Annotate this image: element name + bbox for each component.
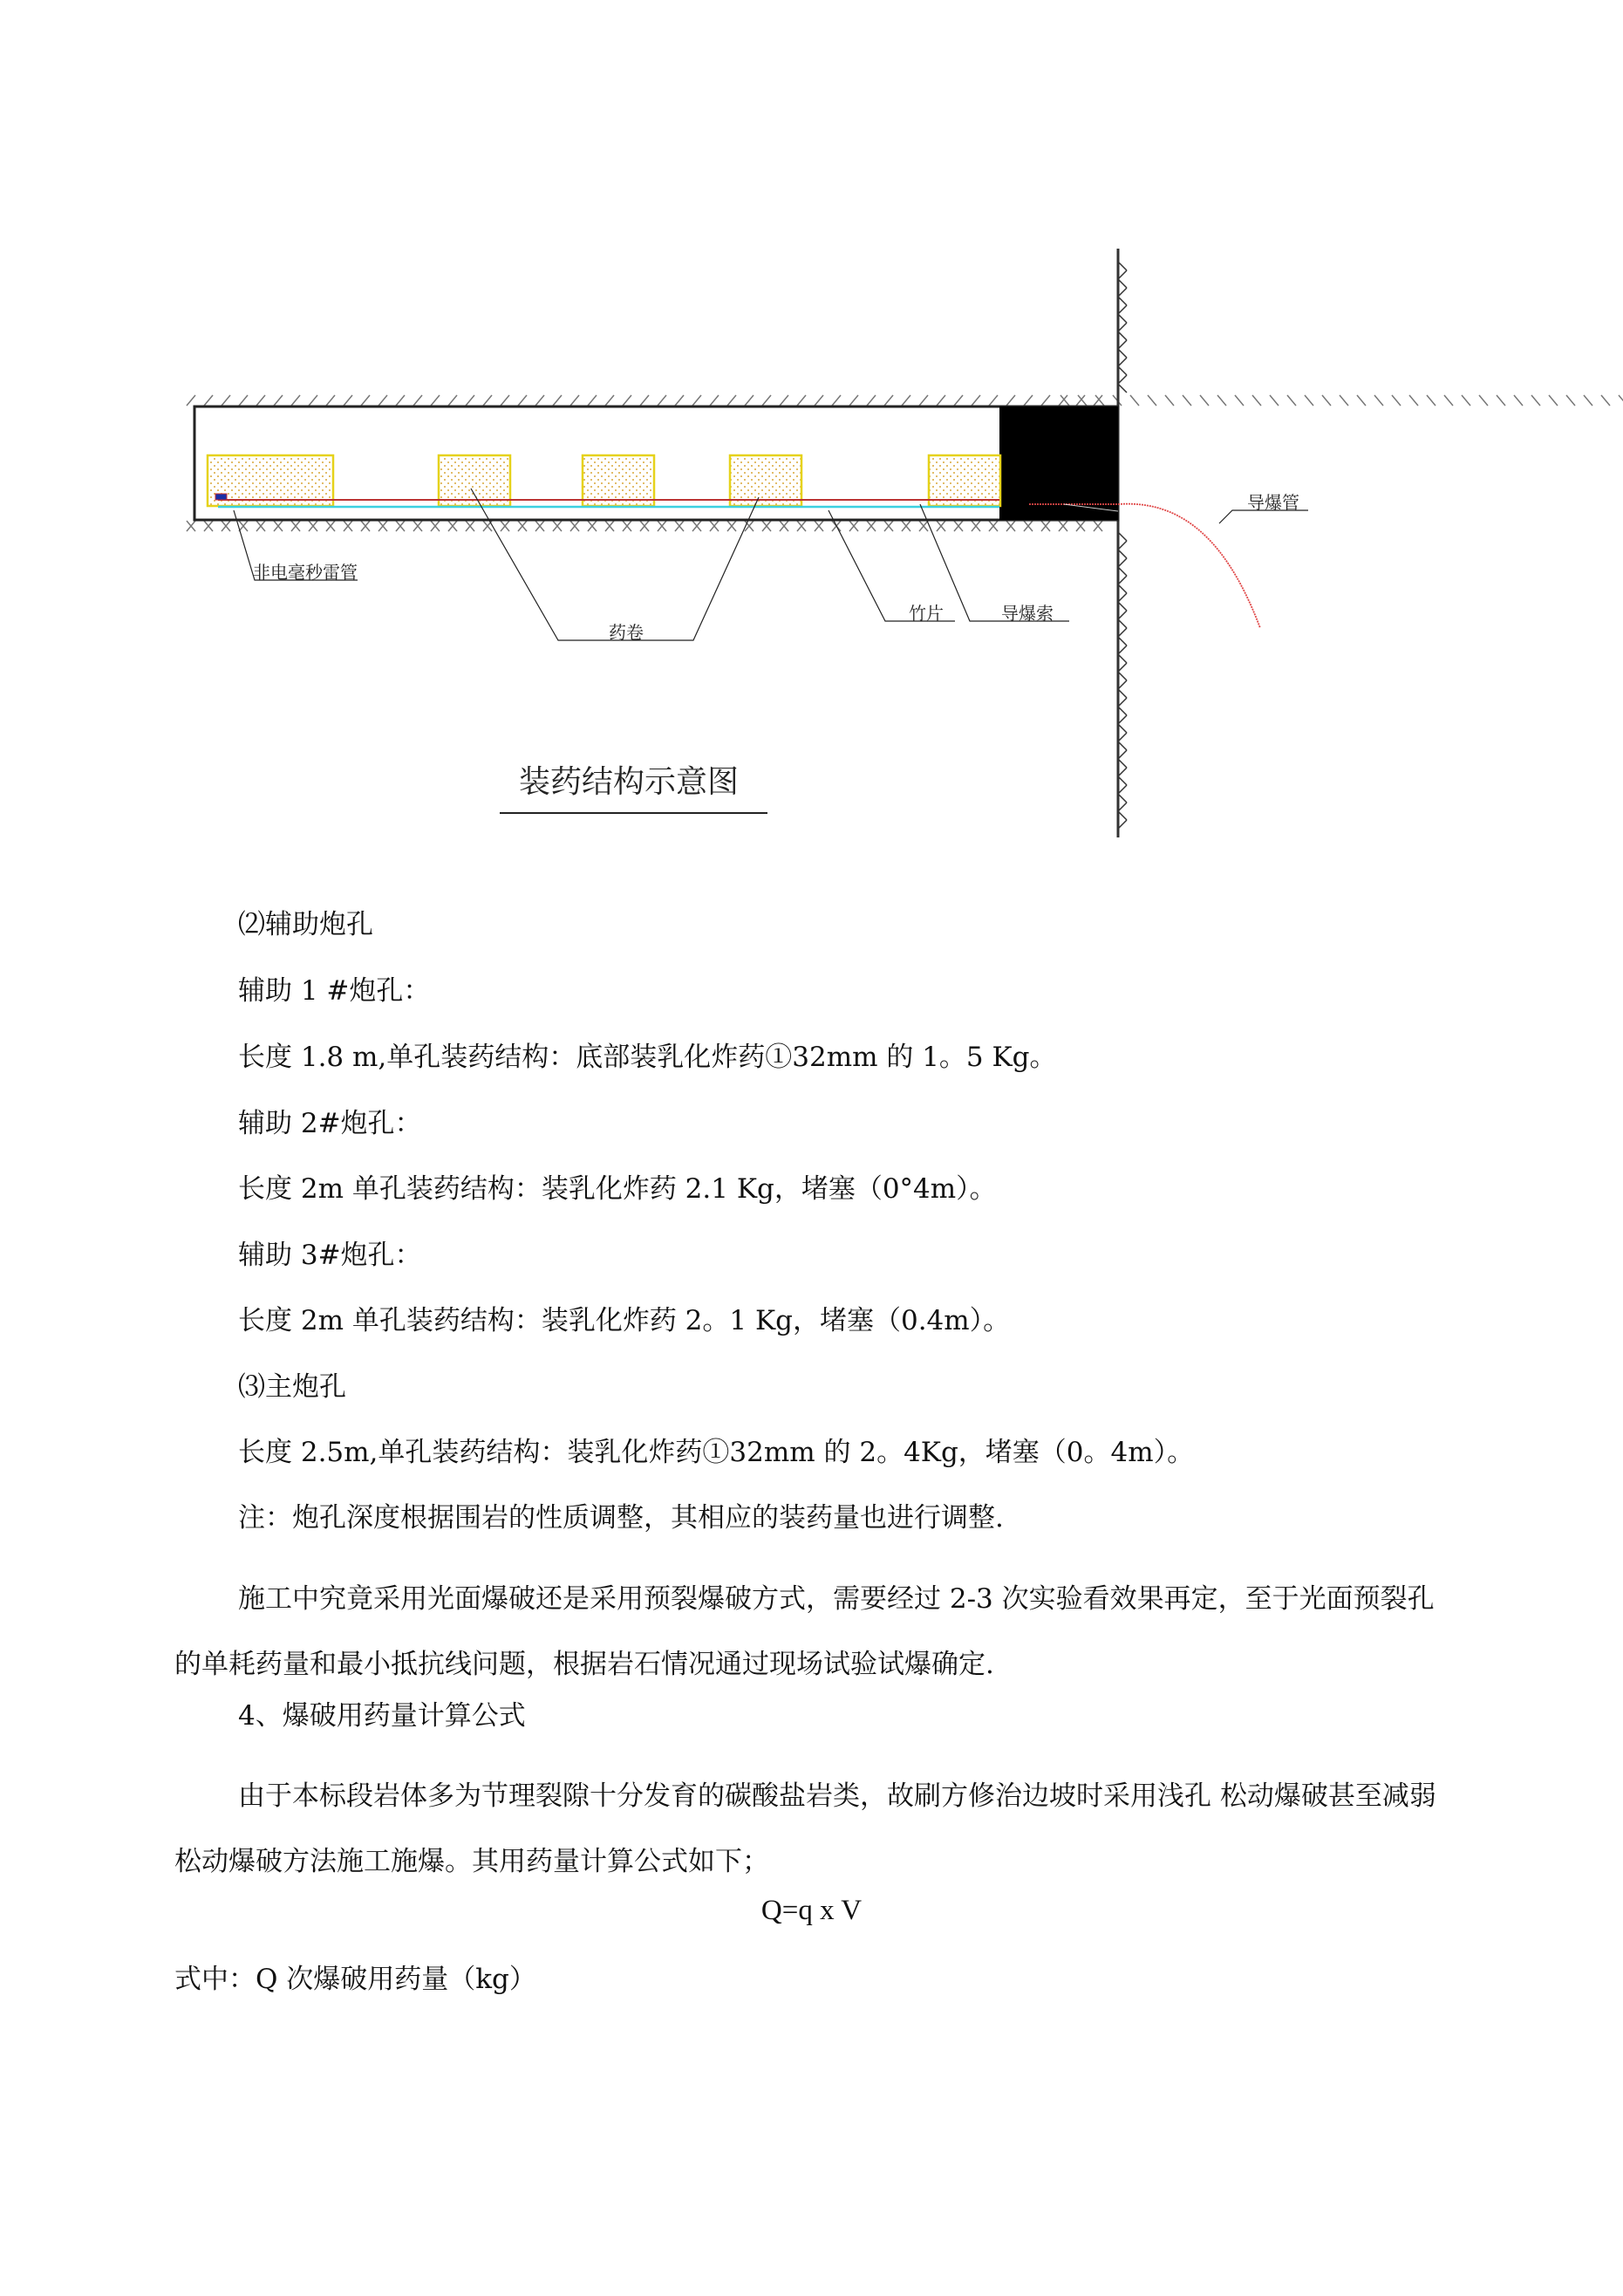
aux-hole-3-desc: 长度 2m 单孔装药结构：装乳化炸药 2。1 Kg，堵塞（0.4m）。 (238, 1305, 1011, 1336)
explosive-roll (583, 455, 654, 506)
section-4-heading: 4、爆破用药量计算公式 (238, 1700, 526, 1732)
section-3-heading: ⑶主炮孔 (238, 1371, 346, 1403)
label-explosive-roll: 药卷 (609, 622, 644, 643)
label-detonator: 非电毫秒雷管 (253, 562, 358, 583)
aux-hole-2-title: 辅助 2#炮孔： (238, 1108, 422, 1139)
aux-hole-1-title: 辅助 1 #炮孔： (238, 975, 431, 1007)
leader-lines (234, 489, 1308, 640)
explosive-roll (439, 455, 510, 506)
note-text: 注：炮孔深度根据围岩的性质调整，其相应的装药量也进行调整. (238, 1502, 1004, 1534)
aux-hole-2-desc: 长度 2m 单孔装药结构：装乳化炸药 2.1 Kg，堵塞（0°4m）。 (238, 1173, 997, 1205)
detonating-tube (1029, 504, 1260, 628)
formula: Q=q x V (760, 1895, 863, 1926)
diagram-title: 装药结构示意图 (519, 764, 740, 800)
rock-hatch-top (187, 395, 1623, 406)
paragraph-calculation-intro: 由于本标段岩体多为节理裂隙十分发育的碳酸盐岩类，故刷方修治边坡时采用浅孔 松动爆破甚至减弱松动爆破方法施工施爆。其用药量计算公式如下； (174, 1780, 1436, 1877)
explosive-roll (929, 455, 1000, 506)
detonator (215, 494, 227, 500)
aux-hole-3-title: 辅助 3#炮孔： (238, 1240, 422, 1271)
label-bamboo: 竹片 (909, 603, 944, 624)
explosive-roll (730, 455, 801, 506)
main-hole-desc: 长度 2.5m,单孔装药结构：装乳化炸药①32mm 的 2。4Kg，堵塞（0。4m）。 (238, 1437, 1195, 1468)
formula-where: 式中：Q 次爆破用药量（kg） (174, 1964, 536, 1995)
section-2-heading: ⑵辅助炮孔 (238, 909, 373, 940)
stemming-plug (999, 407, 1118, 520)
paragraph-blasting-method: 施工中究竟采用光面爆破还是采用预裂爆破方式，需要经过 2-3 次实验看效果再定，至于光面预裂孔的单耗药量和最小抵抗线问题，根据岩石情况通过现场试验试爆确定. (174, 1583, 1435, 1680)
label-det-tube: 导爆管 (1247, 492, 1299, 513)
rock-face (1118, 249, 1127, 837)
explosive-rolls (208, 455, 1000, 506)
charge-structure-diagram (0, 0, 1623, 855)
aux-hole-1-desc: 长度 1.8 m,单孔装药结构：底部装乳化炸药①32mm 的 1。5 Kg。 (238, 1042, 1057, 1073)
label-det-cord: 导爆索 (1001, 603, 1054, 624)
rock-hatch-bottom (187, 521, 1102, 531)
